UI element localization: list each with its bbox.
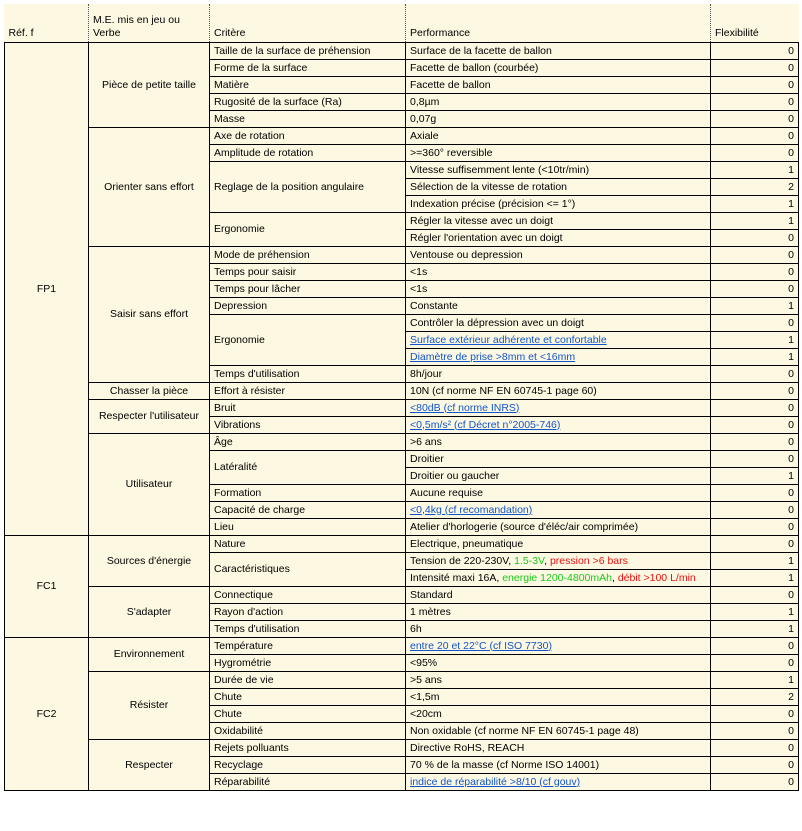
- performance-cell: >6 ans: [406, 434, 711, 451]
- performance-cell: <1s: [406, 264, 711, 281]
- criterion-cell: Formation: [210, 485, 406, 502]
- header-flexibilite: Flexibilité: [711, 4, 799, 43]
- verb-utilisateur: Utilisateur: [89, 434, 210, 536]
- performance-cell: Contrôler la dépression avec un doigt: [406, 315, 711, 332]
- performance-cell: Electrique, pneumatique: [406, 536, 711, 553]
- criterion-cell: Temps pour lâcher: [210, 281, 406, 298]
- performance-cell: <1s: [406, 281, 711, 298]
- ref-fc2: FC2: [5, 638, 89, 791]
- criterion-cell: Rugosité de la surface (Ra): [210, 94, 406, 111]
- table-row: [5, 383, 799, 400]
- verb-resister: Résister: [89, 672, 210, 740]
- table-row: [5, 638, 799, 655]
- performance-cell: Régler l'orientation avec un doigt: [406, 230, 711, 247]
- flexibility-cell: 0: [711, 434, 799, 451]
- flexibility-cell: 0: [711, 451, 799, 468]
- flexibility-cell: 0: [711, 281, 799, 298]
- performance-cell: Surface de la facette de ballon: [406, 43, 711, 60]
- flexibility-cell: 0: [711, 587, 799, 604]
- flexibility-cell: 0: [711, 111, 799, 128]
- verb-respecter-utilisateur: Respecter l'utilisateur: [89, 400, 210, 434]
- performance-cell: Tension de 220-230V, 1.5-3V, pression >6 bars: [406, 553, 711, 570]
- performance-cell: Standard: [406, 587, 711, 604]
- flexibility-cell: 1: [711, 213, 799, 230]
- verb-environnement: Environnement: [89, 638, 210, 672]
- flexibility-cell: 0: [711, 485, 799, 502]
- criterion-cell: Âge: [210, 434, 406, 451]
- performance-link[interactable]: Diamètre de prise >8mm et <16mm: [406, 349, 711, 366]
- performance-cell: Droitier ou gaucher: [406, 468, 711, 485]
- flexibility-cell: 0: [711, 145, 799, 162]
- performance-link[interactable]: <80dB (cf norme INRS): [406, 400, 711, 417]
- flexibility-cell: 0: [711, 502, 799, 519]
- performance-cell: 8h/jour: [406, 366, 711, 383]
- criterion-cell: Masse: [210, 111, 406, 128]
- performance-link[interactable]: entre 20 et 22°C (cf ISO 7730): [406, 638, 711, 655]
- performance-cell: >=360° reversible: [406, 145, 711, 162]
- criterion-cell: Température: [210, 638, 406, 655]
- criterion-cell: Chute: [210, 689, 406, 706]
- verb-respecter: Respecter: [89, 740, 210, 791]
- criterion-cell: Rejets polluants: [210, 740, 406, 757]
- table-row: [5, 247, 799, 264]
- criterion-cell: Amplitude de rotation: [210, 145, 406, 162]
- performance-cell: Sélection de la vitesse de rotation: [406, 179, 711, 196]
- criterion-cell: Réparabilité: [210, 774, 406, 791]
- performance-cell: Régler la vitesse avec un doigt: [406, 213, 711, 230]
- criterion-cell: Nature: [210, 536, 406, 553]
- table-row: [5, 740, 799, 757]
- criterion-cell: Durée de vie: [210, 672, 406, 689]
- performance-cell: 10N (cf norme NF EN 60745-1 page 60): [406, 383, 711, 400]
- flexibility-cell: 0: [711, 740, 799, 757]
- performance-cell: Ventouse ou depression: [406, 247, 711, 264]
- performance-link[interactable]: Surface extérieur adhérente et confortable: [406, 332, 711, 349]
- criterion-cell: Rayon d'action: [210, 604, 406, 621]
- flexibility-cell: 2: [711, 179, 799, 196]
- performance-cell: Directive RoHS, REACH: [406, 740, 711, 757]
- criterion-cell: Axe de rotation: [210, 128, 406, 145]
- flexibility-cell: 0: [711, 230, 799, 247]
- performance-cell: Aucune requise: [406, 485, 711, 502]
- performance-cell: 70 % de la masse (cf Norme ISO 14001): [406, 757, 711, 774]
- criterion-cell: Depression: [210, 298, 406, 315]
- performance-cell: 0,07g: [406, 111, 711, 128]
- verb-sources-energie: Sources d'énergie: [89, 536, 210, 587]
- flexibility-cell: 1: [711, 349, 799, 366]
- table-row: [5, 43, 799, 60]
- criterion-cell: Taille de la surface de préhension: [210, 43, 406, 60]
- criterion-cell: Ergonomie: [210, 315, 406, 366]
- header-verb: M.E. mis en jeu ou Verbe: [89, 4, 210, 43]
- performance-cell: 0,8µm: [406, 94, 711, 111]
- flexibility-cell: 0: [711, 417, 799, 434]
- header-row: [5, 4, 799, 43]
- flexibility-cell: 0: [711, 536, 799, 553]
- performance-cell: Axiale: [406, 128, 711, 145]
- flexibility-cell: 0: [711, 60, 799, 77]
- criterion-cell: Temps pour saisir: [210, 264, 406, 281]
- criterion-cell: Recyclage: [210, 757, 406, 774]
- flexibility-cell: 1: [711, 162, 799, 179]
- criterion-cell: Oxidabilité: [210, 723, 406, 740]
- verb-piece-petite-taille: Pièce de petite taille: [89, 43, 210, 128]
- performance-cell: Vitesse suffisemment lente (<10tr/min): [406, 162, 711, 179]
- criterion-cell: Forme de la surface: [210, 60, 406, 77]
- verb-chasser: Chasser la pièce: [89, 383, 210, 400]
- performance-cell: <1,5m: [406, 689, 711, 706]
- performance-link[interactable]: <0,4kg (cf recomandation): [406, 502, 711, 519]
- table-row: [5, 128, 799, 145]
- flexibility-cell: 0: [711, 94, 799, 111]
- flexibility-cell: 0: [711, 43, 799, 60]
- criterion-cell: Mode de préhension: [210, 247, 406, 264]
- criterion-cell: Bruit: [210, 400, 406, 417]
- performance-cell: <95%: [406, 655, 711, 672]
- performance-cell: Droitier: [406, 451, 711, 468]
- verb-saisir: Saisir sans effort: [89, 247, 210, 383]
- flexibility-cell: 0: [711, 519, 799, 536]
- flexibility-cell: 2: [711, 689, 799, 706]
- flexibility-cell: 0: [711, 400, 799, 417]
- criterion-cell: Matière: [210, 77, 406, 94]
- verb-orienter: Orienter sans effort: [89, 128, 210, 247]
- performance-cell: Facette de ballon (courbée): [406, 60, 711, 77]
- flexibility-cell: 1: [711, 604, 799, 621]
- performance-cell: Facette de ballon: [406, 77, 711, 94]
- table-row: [5, 536, 799, 553]
- criterion-cell: Connectique: [210, 587, 406, 604]
- criterion-cell: Temps d'utilisation: [210, 366, 406, 383]
- criterion-cell: Ergonomie: [210, 213, 406, 247]
- flexibility-cell: 0: [711, 757, 799, 774]
- flexibility-cell: 0: [711, 723, 799, 740]
- performance-cell: Intensité maxi 16A, energie 1200-4800mAh, débit >100 L/min: [406, 570, 711, 587]
- flexibility-cell: 0: [711, 774, 799, 791]
- flexibility-cell: 0: [711, 706, 799, 723]
- flexibility-cell: 1: [711, 621, 799, 638]
- criterion-cell: Capacité de charge: [210, 502, 406, 519]
- criterion-cell: Lieu: [210, 519, 406, 536]
- performance-link[interactable]: indice de réparabilité >8/10 (cf gouv): [406, 774, 711, 791]
- criterion-cell: Vibrations: [210, 417, 406, 434]
- criterion-cell: Hygrométrie: [210, 655, 406, 672]
- verb-sadapter: S'adapter: [89, 587, 210, 638]
- flexibility-cell: 1: [711, 196, 799, 213]
- criterion-cell: Temps d'utilisation: [210, 621, 406, 638]
- header-performance: Performance: [406, 4, 711, 43]
- flexibility-cell: 0: [711, 128, 799, 145]
- criterion-cell: Chute: [210, 706, 406, 723]
- flexibility-cell: 1: [711, 672, 799, 689]
- flexibility-cell: 1: [711, 468, 799, 485]
- table-row: [5, 587, 799, 604]
- performance-link[interactable]: <0,5m/s² (cf Décret n°2005-746): [406, 417, 711, 434]
- criterion-cell: Latéralité: [210, 451, 406, 485]
- flexibility-cell: 0: [711, 366, 799, 383]
- criterion-cell: Caractéristiques: [210, 553, 406, 587]
- flexibility-cell: 0: [711, 247, 799, 264]
- table-row: [5, 434, 799, 451]
- flexibility-cell: 0: [711, 264, 799, 281]
- flexibility-cell: 0: [711, 383, 799, 400]
- flexibility-cell: 0: [711, 77, 799, 94]
- performance-cell: 1 mètres: [406, 604, 711, 621]
- header-critere: Critère: [210, 4, 406, 43]
- ref-fc1: FC1: [5, 536, 89, 638]
- performance-cell: >5 ans: [406, 672, 711, 689]
- criterion-cell: Reglage de la position angulaire: [210, 162, 406, 213]
- performance-cell: 6h: [406, 621, 711, 638]
- performance-cell: Atelier d'horlogerie (source d'éléc/air comprimée): [406, 519, 711, 536]
- criterion-cell: Effort à résister: [210, 383, 406, 400]
- flexibility-cell: 1: [711, 332, 799, 349]
- flexibility-cell: 0: [711, 315, 799, 332]
- performance-cell: Non oxidable (cf norme NF EN 60745-1 page 48): [406, 723, 711, 740]
- table-row: [5, 672, 799, 689]
- table-row: [5, 400, 799, 417]
- flexibility-cell: 1: [711, 570, 799, 587]
- ref-fp1: FP1: [5, 43, 89, 536]
- specification-table: [4, 4, 799, 791]
- performance-cell: Constante: [406, 298, 711, 315]
- performance-cell: <20cm: [406, 706, 711, 723]
- performance-cell: Indexation précise (précision <= 1°): [406, 196, 711, 213]
- header-ref: Réf. f: [8, 27, 34, 39]
- flexibility-cell: 1: [711, 553, 799, 570]
- flexibility-cell: 0: [711, 638, 799, 655]
- flexibility-cell: 1: [711, 298, 799, 315]
- flexibility-cell: 0: [711, 655, 799, 672]
